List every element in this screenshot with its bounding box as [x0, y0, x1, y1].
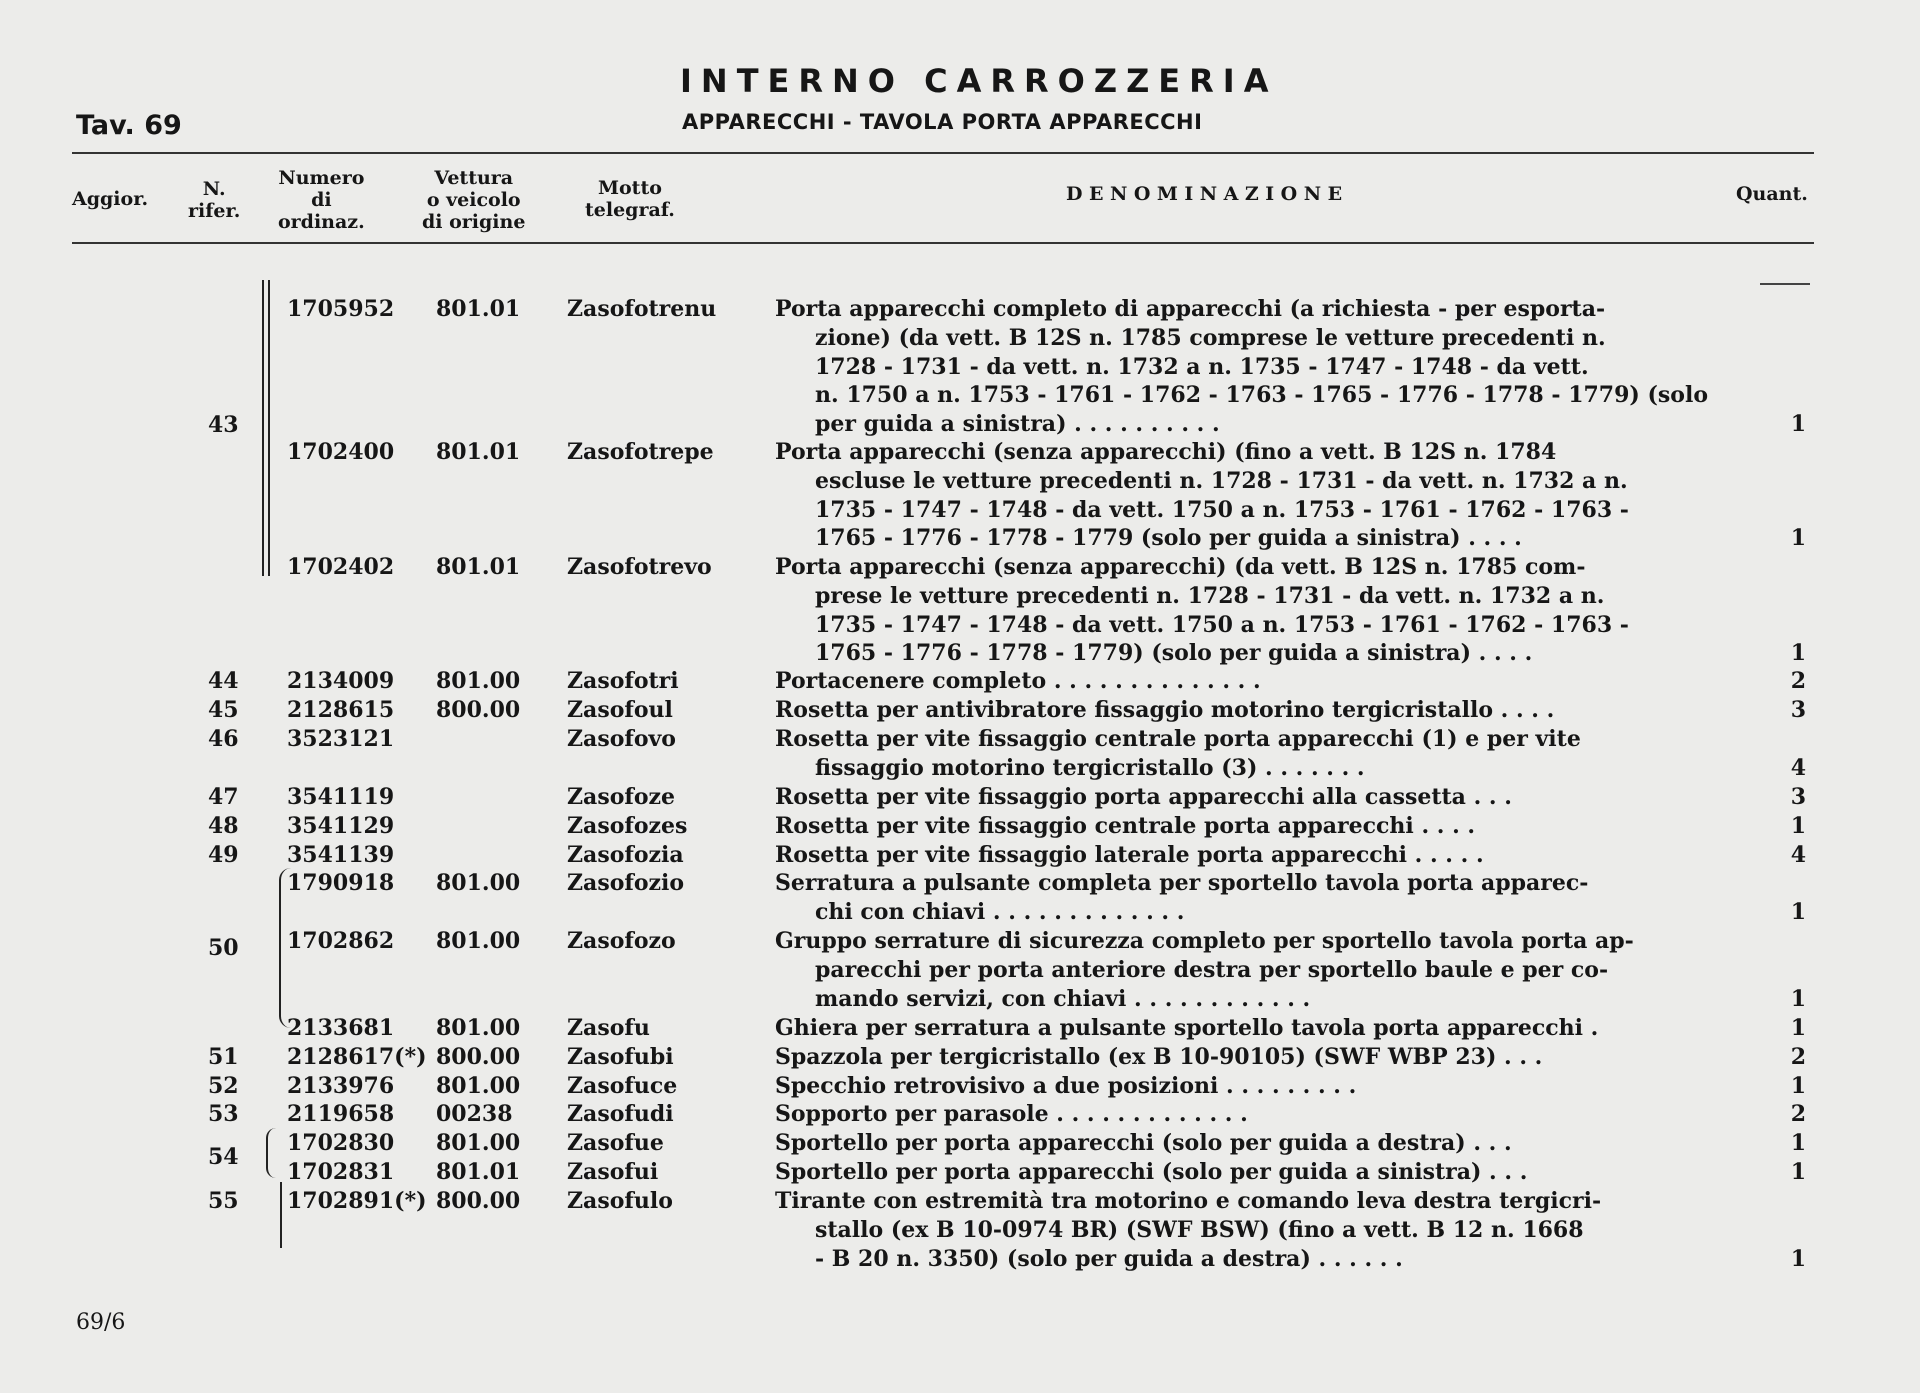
group-bracket-55	[280, 1182, 282, 1248]
col-header-numero: Numero di ordinaz.	[278, 167, 365, 233]
part-description	[775, 812, 1775, 841]
telegraph-code: Zasofui	[567, 1159, 659, 1185]
part-description	[775, 841, 1775, 870]
telegraph-code: Zasofu	[567, 1015, 650, 1041]
description-line: escluse le vetture precedenti n. 1728 - 1731 - da vett. n. 1732 a n.	[815, 467, 1628, 494]
telegraph-code: Zasofudi	[567, 1101, 674, 1127]
description-line: prese le vetture precedenti n. 1728 - 1731 - da vett. n. 1732 a n.	[815, 582, 1605, 609]
part-description	[775, 927, 1775, 1013]
description-line: Rosetta per antivibratore fissaggio motorino tergicristallo . . . .	[775, 697, 1555, 723]
description-line: Specchio retrovisivo a due posizioni . . . . . . . . .	[775, 1073, 1357, 1099]
part-description	[775, 438, 1775, 553]
description-line: Ghiera per serratura a pulsante sportello tavola porta apparecchi .	[775, 1015, 1599, 1041]
order-number: 3541129	[287, 813, 395, 839]
telegraph-code: Zasofotrenu	[567, 296, 717, 322]
description-line: - B 20 n. 3350) (solo per guida a destra) . . . . . .	[815, 1245, 1403, 1272]
vehicle-origin: 00238	[436, 1101, 513, 1127]
ref-number: 49	[208, 842, 239, 868]
description-line: Sopporto per parasole . . . . . . . . . . . . .	[775, 1101, 1248, 1127]
vehicle-origin: 800.00	[436, 1188, 521, 1214]
page-title: INTERNO CARROZZERIA	[680, 62, 1278, 100]
quantity: 2	[1790, 668, 1806, 694]
telegraph-code: Zasofotri	[567, 668, 679, 694]
quantity: 1	[1790, 1073, 1806, 1099]
ref-number: 50	[208, 935, 239, 961]
telegraph-code: Zasofue	[567, 1130, 664, 1156]
telegraph-code: Zasofoze	[567, 784, 676, 810]
order-number: 3541119	[287, 784, 395, 810]
quantity: 4	[1790, 842, 1806, 868]
col-header-motto: Motto telegraf.	[585, 177, 675, 221]
part-description	[775, 696, 1775, 725]
quantity: 3	[1790, 784, 1806, 810]
description-line: zione) (da vett. B 12S n. 1785 comprese le vetture precedenti n.	[815, 324, 1606, 351]
vehicle-origin: 801.01	[436, 439, 521, 465]
description-line: Sportello per porta apparecchi (solo per guida a sinistra) . . .	[775, 1159, 1528, 1185]
description-line: mando servizi, con chiavi . . . . . . . . . . . .	[815, 985, 1311, 1012]
description-line: per guida a sinistra) . . . . . . . . . .	[815, 411, 1220, 438]
vehicle-origin: 800.00	[436, 1044, 521, 1070]
quantity: 1	[1790, 813, 1806, 839]
col-header-vettura: Vettura o veicolo di origine	[422, 167, 526, 233]
description-line: Porta apparecchi completo di apparecchi (a richiesta - per esporta-	[775, 296, 1606, 322]
ref-number: 48	[208, 813, 239, 839]
quantity: 1	[1790, 1159, 1806, 1185]
description-line: Tirante con estremità tra motorino e comando leva destra tergicri-	[775, 1188, 1602, 1214]
description-line: chi con chiavi . . . . . . . . . . . . .	[815, 898, 1185, 925]
telegraph-code: Zasofotrevo	[567, 554, 712, 580]
description-line: Rosetta per vite fissaggio centrale porta apparecchi (1) e per vite	[775, 726, 1581, 752]
ref-number: 44	[208, 668, 239, 694]
part-description	[775, 869, 1775, 927]
part-description	[775, 667, 1775, 696]
description-line: Gruppo serrature di sicurezza completo per sportello tavola porta ap-	[775, 928, 1634, 954]
ref-number: 47	[208, 784, 239, 810]
table-ref: Tav. 69	[76, 110, 182, 141]
telegraph-code: Zasofuce	[567, 1073, 678, 1099]
telegraph-code: Zasofozes	[567, 813, 688, 839]
vehicle-origin: 800.00	[436, 697, 521, 723]
page-number: 69/6	[76, 1310, 126, 1335]
quantity: 1	[1790, 1130, 1806, 1156]
vehicle-origin: 801.01	[436, 296, 521, 322]
part-description	[775, 1187, 1775, 1273]
ref-number: 46	[208, 726, 239, 752]
ref-number: 53	[208, 1101, 239, 1127]
quantity: 1	[1790, 525, 1806, 552]
description-line: Portacenere completo . . . . . . . . . . . . . .	[775, 668, 1261, 694]
header-rule-bottom	[72, 242, 1814, 244]
description-line: Spazzola per tergicristallo (ex B 10-90105) (SWF WBP 23) . . .	[775, 1044, 1543, 1070]
quantity: 1	[1790, 985, 1806, 1012]
vehicle-origin: 801.00	[436, 1130, 521, 1156]
description-line: Rosetta per vite fissaggio centrale porta apparecchi . . . .	[775, 813, 1476, 839]
order-number: 2119658	[287, 1101, 395, 1127]
part-description	[775, 553, 1775, 668]
part-description	[775, 783, 1775, 812]
description-line: n. 1750 a n. 1753 - 1761 - 1762 - 1763 - 1765 - 1776 - 1778 - 1779) (solo	[815, 382, 1708, 409]
description-line: 1735 - 1747 - 1748 - da vett. 1750 a n. 1753 - 1761 - 1762 - 1763 -	[815, 611, 1629, 638]
vehicle-origin: 801.01	[436, 554, 521, 580]
order-number: 1702830	[287, 1130, 395, 1156]
telegraph-code: Zasofulo	[567, 1188, 673, 1214]
telegraph-code: Zasofotrepe	[567, 439, 714, 465]
vehicle-origin: 801.00	[436, 870, 521, 896]
order-number: 1702831	[287, 1159, 395, 1185]
order-number: 1702891(*)	[287, 1188, 427, 1214]
quantity: 3	[1790, 697, 1806, 723]
order-number: 1702400	[287, 439, 395, 465]
description-line: 1765 - 1776 - 1778 - 1779) (solo per guida a sinistra) . . . .	[815, 640, 1533, 667]
part-description	[775, 1158, 1775, 1187]
order-number: 2128617(*)	[287, 1044, 427, 1070]
header-rule-top	[72, 152, 1814, 154]
telegraph-code: Zasofoul	[567, 697, 673, 723]
vehicle-origin: 801.00	[436, 1073, 521, 1099]
ref-number: 54	[208, 1144, 239, 1170]
order-number: 1790918	[287, 870, 395, 896]
part-description	[775, 295, 1775, 439]
part-description	[775, 1129, 1775, 1158]
part-description	[775, 1072, 1775, 1101]
ref-number: 52	[208, 1073, 239, 1099]
description-line: Serratura a pulsante completa per sportello tavola porta apparec-	[775, 870, 1589, 896]
part-description	[775, 1043, 1775, 1072]
description-line: Sportello per porta apparecchi (solo per guida a destra) . . .	[775, 1130, 1512, 1156]
telegraph-code: Zasofozio	[567, 870, 685, 896]
description-line: 1728 - 1731 - da vett. n. 1732 a n. 1735 - 1747 - 1748 - da vett.	[815, 353, 1589, 380]
description-line: Porta apparecchi (senza apparecchi) (fino a vett. B 12S n. 1784	[775, 439, 1557, 465]
description-line: fissaggio motorino tergicristallo (3) . . . . . . .	[815, 754, 1365, 781]
ref-number: 55	[208, 1188, 239, 1214]
order-number: 2128615	[287, 697, 395, 723]
description-line: Rosetta per vite fissaggio porta apparecchi alla cassetta . . .	[775, 784, 1512, 810]
vehicle-origin: 801.01	[436, 1159, 521, 1185]
description-line: Rosetta per vite fissaggio laterale porta apparecchi . . . . .	[775, 842, 1484, 868]
order-number: 3541139	[287, 842, 395, 868]
telegraph-code: Zasofozo	[567, 928, 676, 954]
quantity: 2	[1790, 1044, 1806, 1070]
order-number: 2133681	[287, 1015, 395, 1041]
order-number: 1702862	[287, 928, 395, 954]
description-line: 1765 - 1776 - 1778 - 1779 (solo per guida a sinistra) . . . .	[815, 525, 1522, 552]
group-bracket-43-inner	[268, 280, 270, 576]
telegraph-code: Zasofovo	[567, 726, 676, 752]
order-number: 1705952	[287, 296, 395, 322]
order-number: 1702402	[287, 554, 395, 580]
quantity: 1	[1790, 1245, 1806, 1272]
part-description	[775, 1014, 1775, 1043]
vehicle-origin: 801.00	[436, 1015, 521, 1041]
quantity: 1	[1790, 411, 1806, 438]
telegraph-code: Zasofubi	[567, 1044, 674, 1070]
col-header-nrif: N. rifer.	[188, 178, 241, 222]
ref-number: 43	[208, 412, 239, 438]
col-header-quant: Quant.	[1736, 183, 1808, 205]
order-number: 3523121	[287, 726, 395, 752]
margin-mark	[1760, 283, 1810, 285]
col-header-aggior: Aggior.	[72, 188, 149, 210]
part-description	[775, 725, 1775, 783]
quantity: 1	[1790, 898, 1806, 925]
quantity: 4	[1790, 754, 1806, 781]
vehicle-origin: 801.00	[436, 668, 521, 694]
quantity: 1	[1790, 640, 1806, 667]
col-header-denominazione: DENOMINAZIONE	[1066, 183, 1349, 205]
order-number: 2133976	[287, 1073, 395, 1099]
description-line: parecchi per porta anteriore destra per sportello baule e per co-	[815, 956, 1609, 983]
description-line: 1735 - 1747 - 1748 - da vett. 1750 a n. 1753 - 1761 - 1762 - 1763 -	[815, 496, 1629, 523]
group-brace-54	[266, 1128, 276, 1178]
description-line: stallo (ex B 10-0974 BR) (SWF BSW) (fino a vett. B 12 n. 1668	[815, 1216, 1584, 1243]
group-bracket-43-outer	[262, 280, 264, 576]
telegraph-code: Zasofozia	[567, 842, 684, 868]
page-subtitle: APPARECCHI - TAVOLA PORTA APPARECCHI	[682, 110, 1203, 134]
order-number: 2134009	[287, 668, 395, 694]
ref-number: 51	[208, 1044, 239, 1070]
quantity: 1	[1790, 1015, 1806, 1041]
part-description	[775, 1100, 1775, 1129]
ref-number: 45	[208, 697, 239, 723]
quantity: 2	[1790, 1101, 1806, 1127]
description-line: Porta apparecchi (senza apparecchi) (da vett. B 12S n. 1785 com-	[775, 554, 1586, 580]
vehicle-origin: 801.00	[436, 928, 521, 954]
